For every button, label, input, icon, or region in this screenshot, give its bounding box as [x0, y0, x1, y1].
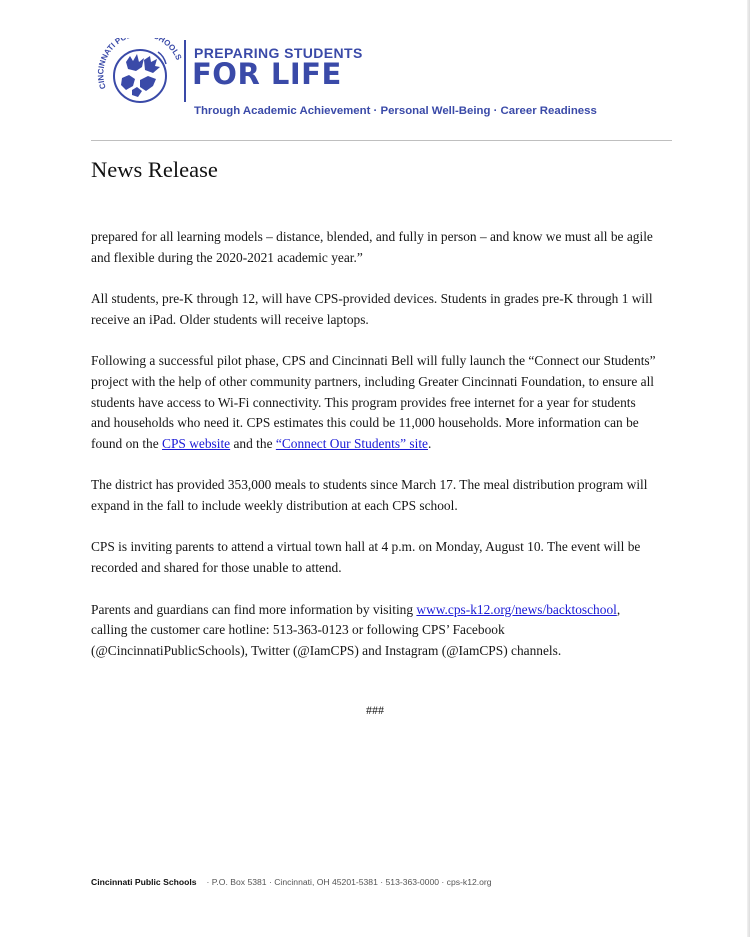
footer	[91, 877, 492, 887]
end-mark: ###	[366, 703, 384, 717]
cps-logo-icon	[96, 38, 196, 110]
footer-details: · P.O. Box 5381 · Cincinnati, OH 45201-5381 · 513-363-0000 · cps-k12.org	[206, 877, 492, 887]
paragraph-6	[91, 600, 657, 662]
paragraph-3	[91, 351, 657, 455]
tagline-top: PREPARING STUDENTS	[194, 45, 363, 61]
paragraph-1: prepared for all learning models – distance, blended, and fully in person – and know we must all be agile and flexible during the 2020-2021 academic year.”	[91, 229, 653, 265]
header-divider	[184, 40, 186, 102]
paragraph-3-text: Following a successful pilot phase, CPS and Cincinnati Bell will fully launch the “Connect our Students” project with the help of other community partners, including Greater Cincinnati Foundation, to ensure all students have access to Wi-Fi connectivity. This program provides free internet for a year for students and households who need it. CPS estimates this could be 11,000 households. More information can be found on the	[91, 353, 656, 451]
tagline-sub: Through Academic Achievement · Personal Well-Being · Career Readiness	[194, 105, 597, 117]
paragraph-3-end: .	[427, 436, 432, 451]
paragraph-4: The district has provided 353,000 meals to students since March 17. The meal distribution program will expand in the fall to include weekly distribution at each CPS school.	[91, 477, 648, 514]
paragraph-6-end: , calling the customer care hotline: 513-363-0123 or following CPS’ Facebook (@CincinnatiPublicSchools), Twitter (@IamCPS) and Instagram (@IamCPS) channels.	[91, 601, 621, 658]
cps-website-link[interactable]: CPS website	[162, 436, 231, 451]
paragraph-2: All students, pre-K through 12, will have CPS-provided devices. Students in grades pre-K through 1 will receive an iPad. Older students will receive laptops.	[91, 291, 653, 327]
paragraph-5: CPS is inviting parents to attend a virtual town hall at 4 p.m. on Monday, August 10. The event will be recorded and shared for those unable to attend.	[91, 539, 641, 576]
document-body	[91, 227, 657, 682]
cps-logo	[96, 38, 196, 110]
paragraph-6-text: Parents and guardians can find more information by visiting	[91, 601, 417, 617]
connect-our-students-link[interactable]: “Connect Our Students” site	[275, 436, 428, 451]
header-rule	[91, 140, 672, 141]
tagline-main: FOR LIFE	[192, 57, 342, 91]
page-title: News Release	[91, 157, 218, 182]
logo-ring-text: CINCINNATI P HOOLS	[96, 38, 184, 91]
paragraph-3-mid: and the	[230, 436, 276, 451]
back-to-school-link[interactable]: www.cps-k12.org/news/backtoschool	[416, 601, 617, 617]
footer-org: Cincinnati Public Schools	[91, 877, 197, 887]
